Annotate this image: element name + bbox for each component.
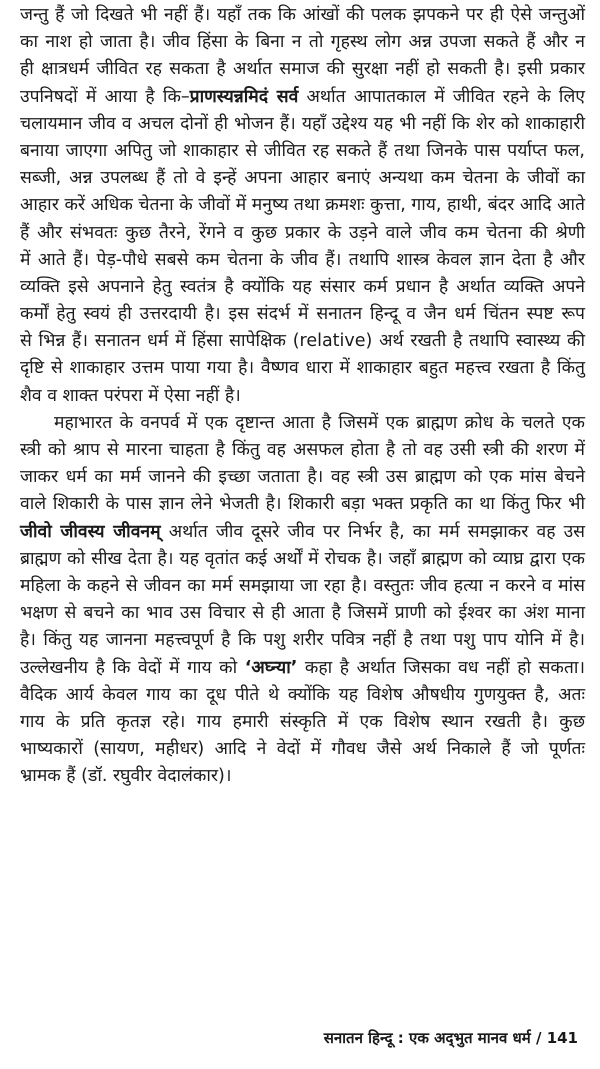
text-line bbox=[20, 736, 585, 763]
text-segment: चलायमान जीव व अचल दोनों ही भोजन हैं। यहाँ उद्देश्य यह भी नहीं कि शेर को शाकाहारी bbox=[20, 113, 585, 134]
page-footer bbox=[324, 1028, 578, 1048]
text-line bbox=[20, 192, 585, 219]
text-segment: कहा है अर्थात जिसका वध नहीं हो सकता। bbox=[297, 657, 585, 678]
text-line bbox=[20, 355, 585, 382]
text-line bbox=[20, 573, 585, 600]
bold-phrase: ‘अघ्न्या’ bbox=[244, 657, 298, 678]
text-line bbox=[20, 301, 585, 328]
text-segment: भक्षण से बचने का भाव उस विचार से ही आता है जिसमें प्राणी को ईश्वर का अंश माना bbox=[20, 603, 585, 624]
text-segment: स्त्री को श्राप से मारना चाहता है किंतु वह असफल होता है तो वह उसी स्त्री की शरण में bbox=[20, 440, 585, 460]
text-segment: कर्मों हेतु स्वयं ही उत्तरदायी है। इस संदर्भ में सनातन हिन्दू व जैन धर्म चिंतन स्पष्ट रूप bbox=[20, 304, 585, 325]
text-segment: भ्रामक हैं (डॉ. रघुवीर वेदालंकार)। bbox=[20, 766, 232, 787]
text-line bbox=[20, 655, 585, 682]
text-segment: बनाया जाएगा अपितु जो शाकाहार से जीवित रह सकते हैं तथा जिनके पास पर्याप्त फल, bbox=[20, 140, 585, 161]
text-segment: अर्थात आपातकाल में जीवित रहने के लिए bbox=[298, 86, 585, 107]
text-line bbox=[20, 709, 585, 736]
text-line bbox=[20, 410, 585, 437]
text-segment: उल्लेखनीय है कि वेदों में गाय को bbox=[20, 657, 245, 678]
text-line bbox=[20, 519, 585, 546]
text-segment: महिला के कहने से जीवन का मर्म समझाया जा रहा है। वस्तुतः जीव हत्या न करने व मांस bbox=[20, 575, 585, 596]
bold-phrase: जीवो जीवस्य जीवनम् bbox=[20, 521, 161, 542]
text-line bbox=[20, 56, 585, 83]
text-line bbox=[20, 383, 585, 410]
page-body bbox=[20, 2, 585, 790]
text-line bbox=[20, 247, 585, 274]
text-segment: से भिन्न हैं। सनातन धर्म में हिंसा सापेक्षिक (relative) अर्थ रखती है तथापि स्वास्थ्य की bbox=[20, 331, 585, 352]
paragraph bbox=[20, 2, 585, 410]
text-line bbox=[20, 274, 585, 301]
text-segment: अर्थात जीव दूसरे जीव पर निर्भर है, का मर्म समझाकर वह उस bbox=[160, 521, 585, 542]
text-line bbox=[20, 763, 585, 790]
text-segment: शैव व शाक्त परंपरा में ऐसा नहीं है। bbox=[20, 385, 241, 406]
text-line bbox=[20, 138, 585, 165]
text-segment: हैं और संभवतः कुछ तैरने, रेंगने व कुछ प्रकार के उड़ने वाले जीव कम चेतना की श्रेणी bbox=[20, 222, 585, 243]
text-line bbox=[20, 328, 585, 355]
text-segment: में आते हैं। पेड़-पौधे सबसे कम चेतना के जीव हैं। तथापि शास्त्र केवल ज्ञान देता है और bbox=[20, 249, 585, 270]
text-line bbox=[20, 464, 585, 491]
page-number: 141 bbox=[546, 1029, 578, 1047]
text-segment: आहार करें अधिक चेतना के जीवों में मनुष्य तथा क्रमशः कुत्ता, गाय, हाथी, बंदर आदि आते bbox=[20, 195, 585, 216]
text-line bbox=[20, 84, 585, 111]
text-line bbox=[20, 437, 585, 464]
footer-separator: / bbox=[530, 1029, 547, 1047]
text-line bbox=[20, 220, 585, 247]
text-line bbox=[20, 682, 585, 709]
text-segment: ब्राह्मण को सीख देता है। यह वृतांत कई अर्थों में रोचक है। जहाँ ब्राह्मण को व्याघ्र द्वारा एक bbox=[20, 548, 585, 569]
text-segment: जाकर धर्म का मर्म जानने की इच्छा जताता है। वह स्त्री उस ब्राह्मण को एक मांस बेचने bbox=[20, 467, 585, 488]
text-segment: वैदिक आर्य केवल गाय का दूध पीते थे क्योंकि यह विशेष औषधीय गुणयुक्त है, अतः bbox=[20, 684, 585, 705]
text-segment: गाय के प्रति कृतज्ञ रहे। गाय हमारी संस्कृति में एक विशेष स्थान रखती है। कुछ bbox=[20, 711, 585, 732]
text-segment: भाष्यकारों (सायण, महीधर) आदि ने वेदों में गौवध जैसे अर्थ निकाले हैं जो पूर्णतः bbox=[20, 739, 585, 760]
text-line bbox=[20, 29, 585, 56]
text-segment: जन्तु हैं जो दिखते भी नहीं हैं। यहाँ तक कि आंखों की पलक झपकने पर ही ऐसे जन्तुओं bbox=[20, 5, 585, 25]
text-segment: महाभारत के वनपर्व में एक दृष्टान्त आता है जिसमें एक ब्राह्मण क्रोध के चलते एक bbox=[54, 412, 585, 433]
text-line bbox=[20, 546, 585, 573]
text-segment: वाले शिकारी के पास ज्ञान लेने भेजती है। शिकारी बड़ा भक्त प्रकृति का था किंतु फिर भी bbox=[20, 494, 585, 515]
bold-phrase: प्राणस्यन्नमिदं सर्व bbox=[189, 86, 299, 107]
text-segment: है। किंतु यह जानना महत्त्वपूर्ण है कि पशु शरीर पवित्र नहीं है तथा पशु पाप योनि में है। bbox=[20, 630, 585, 651]
running-title: सनातन हिन्दू : एक अद्‌भुत मानव धर्म bbox=[323, 1029, 531, 1047]
text-segment: दृष्टि से शाकाहार उत्तम पाया गया है। वैष्णव धारा में शाकाहार बहुत महत्त्व रखता है किंतु bbox=[20, 358, 585, 379]
text-segment: ही क्षात्रधर्म जीवित रह सकता है अर्थात समाज की सुरक्षा नहीं हो सकती है। इसी प्रकार bbox=[20, 59, 585, 80]
text-segment: व्यक्ति इसे अपनाने हेतु स्वतंत्र है क्योंकि यह संसार कर्म प्रधान है अर्थात व्यक्ति अपने bbox=[20, 276, 585, 297]
text-line bbox=[20, 111, 585, 138]
text-segment: का नाश हो जाता है। जीव हिंसा के बिना न तो गृहस्थ लोग अन्न उपजा सकते हैं और न bbox=[20, 32, 585, 53]
text-line bbox=[20, 2, 585, 29]
text-segment: सब्जी, अन्न उपलब्ध हैं तो वे इन्हें अपना आहार बनाएं अन्यथा कम चेतना के जीवों का bbox=[20, 168, 585, 189]
paragraph bbox=[20, 410, 585, 791]
text-line bbox=[20, 600, 585, 627]
text-segment: उपनिषदों में आया है कि– bbox=[20, 86, 190, 107]
text-line bbox=[20, 165, 585, 192]
text-line bbox=[20, 627, 585, 654]
text-line bbox=[20, 491, 585, 518]
